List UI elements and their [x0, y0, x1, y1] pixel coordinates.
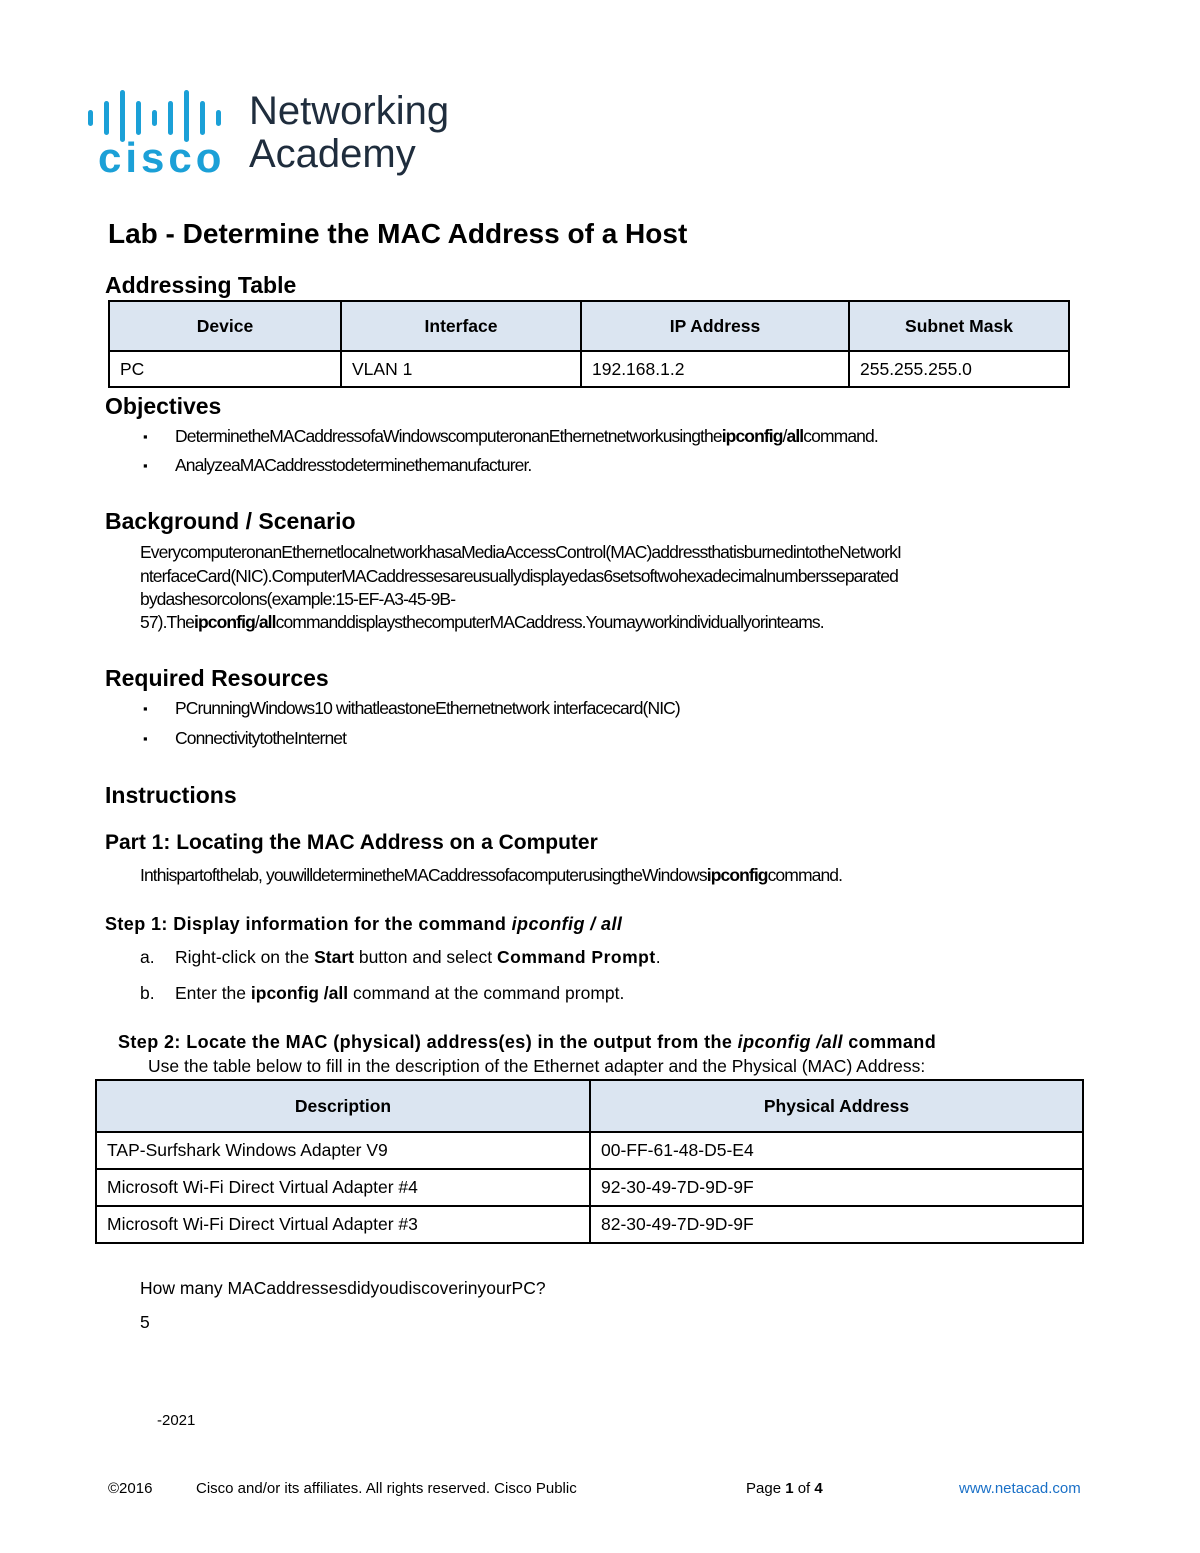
step-1-item-a: Right-click on the Start button and select Command Prompt.	[175, 947, 661, 967]
footer-page-number: Page 1 of 4	[746, 1480, 823, 1497]
cell-interface: VLAN 1	[341, 351, 581, 387]
part-1-heading: Part 1: Locating the MAC Address on a Computer	[105, 831, 598, 854]
cell-ip: 192.168.1.2	[581, 351, 849, 387]
mac-header-description: Description	[96, 1080, 590, 1132]
addressing-header-interface: Interface	[341, 301, 581, 351]
question-text: How many MACaddressesdidyoudiscoverinyourPC?	[140, 1278, 546, 1298]
objective-item-2: AnalyzeaMACaddresstodeterminethemanufacturer.	[175, 455, 532, 475]
background-line-4: 57).Theipconfig/allcommanddisplaysthecomputerMACaddress.Youmayworkindividuallyorinteams.	[140, 612, 824, 632]
background-line-1: EverycomputeronanEthernetlocalnetworkhasaMediaAccessControl(MAC)addressthatisburnedintotheNetworkI	[140, 542, 901, 562]
addressing-header-mask: Subnet Mask	[849, 301, 1069, 351]
step-1-item-b-marker: b.	[140, 983, 155, 1003]
cell-description: Microsoft Wi-Fi Direct Virtual Adapter #4	[96, 1169, 590, 1206]
objectives-heading: Objectives	[105, 393, 222, 419]
resources-heading: Required Resources	[105, 665, 329, 691]
bullet-icon: ▪	[143, 429, 148, 444]
footer-website-link[interactable]: www.netacad.com	[959, 1480, 1081, 1497]
cell-physical-address: 82-30-49-7D-9D-9F	[590, 1206, 1083, 1243]
addressing-header-device: Device	[109, 301, 341, 351]
cisco-networking-academy-logo	[86, 86, 486, 182]
mac-address-table	[95, 1079, 1084, 1244]
step-2-heading: Step 2: Locate the MAC (physical) address(es) in the output from the ipconfig /all command	[118, 1032, 937, 1052]
resource-item-2: ConnectivitytotheInternet	[175, 728, 347, 748]
mac-header-physical: Physical Address	[590, 1080, 1083, 1132]
table-row	[96, 1132, 1083, 1169]
table-row	[96, 1206, 1083, 1243]
step-1-item-a-marker: a.	[140, 947, 155, 967]
addressing-header-ip: IP Address	[581, 301, 849, 351]
cell-physical-address: 00-FF-61-48-D5-E4	[590, 1132, 1083, 1169]
cell-description: TAP-Surfshark Windows Adapter V9	[96, 1132, 590, 1169]
table-row	[109, 351, 1069, 387]
bullet-icon: ▪	[143, 701, 148, 716]
part-1-intro: Inthispartofthelab, youwilldeterminetheMACaddressofacomputerusingtheWindowsipconfigcommand.	[140, 865, 843, 885]
step-2-description: Use the table below to fill in the description of the Ethernet adapter and the Physical (MAC) Address:	[148, 1056, 926, 1076]
resource-item-1: PCrunningWindows10 withatleastoneEthernetnetwork interfacecard(NIC)	[175, 698, 680, 718]
cell-description: Microsoft Wi-Fi Direct Virtual Adapter #3	[96, 1206, 590, 1243]
objective-item-1: DeterminetheMACaddressofaWindowscomputeronanEthernetnetworkusingtheipconfig/allcommand.	[175, 426, 878, 446]
bullet-icon: ▪	[143, 731, 148, 746]
step-1-heading: Step 1: Display information for the command ipconfig / all	[105, 914, 623, 934]
instructions-heading: Instructions	[105, 782, 237, 808]
cisco-wordmark: cisco	[98, 134, 226, 181]
bullet-icon: ▪	[143, 458, 148, 473]
cell-physical-address: 92-30-49-7D-9D-9F	[590, 1169, 1083, 1206]
background-line-2: nterfaceCard(NIC).ComputerMACaddressesareusuallydisplayedas6setsoftwohexadecimalnumbersseparated	[140, 566, 898, 586]
document-title: Lab - Determine the MAC Address of a Host	[108, 218, 688, 249]
step-1-item-b: Enter the ipconfig /all command at the command prompt.	[175, 983, 625, 1003]
background-heading: Background / Scenario	[105, 508, 356, 534]
addressing-table-heading: Addressing Table	[105, 272, 297, 298]
footer-copyright: ©2016	[108, 1480, 153, 1497]
brand-line-networking: Networking	[249, 89, 450, 133]
cell-mask: 255.255.255.0	[849, 351, 1069, 387]
cell-device: PC	[109, 351, 341, 387]
footer-rights: Cisco and/or its affiliates. All rights reserved. Cisco Public	[196, 1480, 577, 1497]
stray-year-text: -2021	[157, 1412, 196, 1429]
background-line-3: bydashesorcolons(example:15-EF-A3-45-9B-	[140, 589, 456, 609]
brand-line-academy: Academy	[249, 132, 416, 176]
addressing-table	[108, 300, 1070, 388]
question-answer: 5	[140, 1312, 150, 1332]
table-row	[96, 1169, 1083, 1206]
